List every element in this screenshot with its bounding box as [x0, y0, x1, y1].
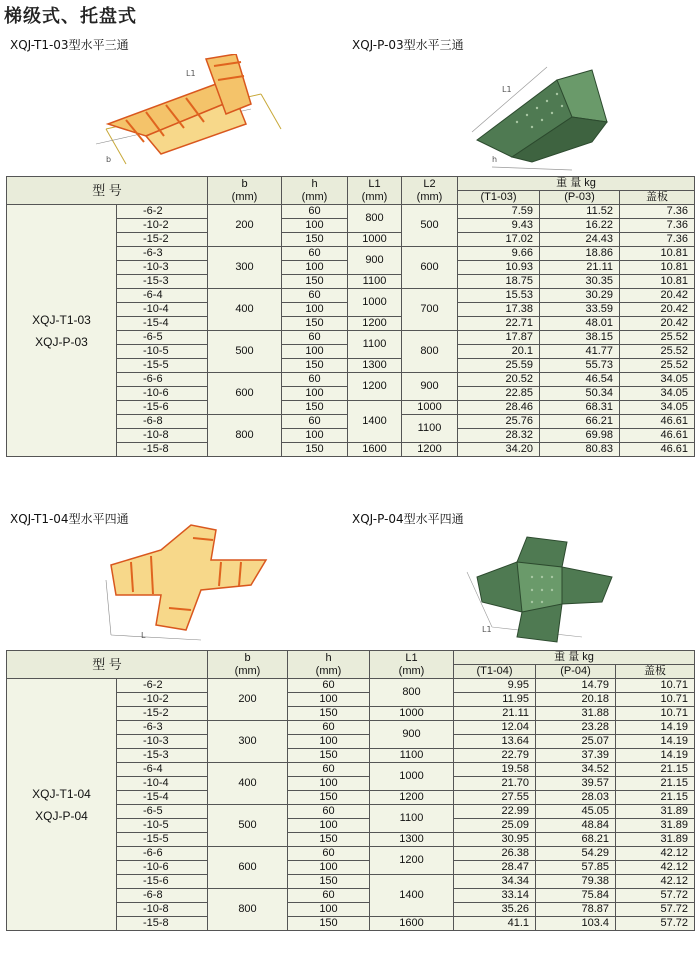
weight-p-cell: 31.88: [536, 707, 616, 721]
suffix-cell: -10-2: [117, 693, 208, 707]
model-name: XQJ-T1-04: [32, 786, 91, 801]
suffix-cell: -6-4: [117, 763, 208, 777]
h-cell: 60: [288, 847, 370, 861]
svg-text:b: b: [106, 155, 112, 164]
h-cell: 100: [288, 903, 370, 917]
weight-p-cell: 68.21: [536, 833, 616, 847]
weight-p-cell: 30.35: [540, 275, 620, 289]
header-b: b (mm): [208, 177, 282, 205]
h-cell: 60: [288, 721, 370, 735]
h-cell: 150: [282, 401, 348, 415]
h-cell: 100: [288, 777, 370, 791]
h-cell: 100: [282, 303, 348, 317]
caption-t1-04: XQJ-T1-04型水平四通: [10, 512, 129, 526]
suffix-cell: -10-2: [117, 219, 208, 233]
header-l1: L1 (mm): [370, 651, 454, 679]
h-cell: 150: [288, 875, 370, 889]
suffix-cell: -15-5: [117, 359, 208, 373]
tray-tee-illustration: [462, 62, 652, 177]
weight-t1-cell: 15.53: [458, 289, 540, 303]
weight-p-cell: 21.11: [540, 261, 620, 275]
b-cell: 600: [208, 373, 282, 415]
l2-cell: 600: [402, 247, 458, 289]
suffix-cell: -6-5: [117, 805, 208, 819]
weight-p-cell: 23.28: [536, 721, 616, 735]
weight-p-cell: 48.84: [536, 819, 616, 833]
b-cell: 300: [208, 247, 282, 289]
weight-cover-cell: 46.61: [620, 443, 695, 457]
h-cell: 60: [282, 415, 348, 429]
suffix-cell: -6-3: [117, 247, 208, 261]
l1-cell: 1200: [370, 847, 454, 875]
caption-t1-03: XQJ-T1-03型水平三通: [10, 38, 129, 52]
weight-cover-cell: 20.42: [620, 289, 695, 303]
weight-p-cell: 103.4: [536, 917, 616, 931]
l1-cell: 1100: [348, 275, 402, 289]
weight-t1-cell: 28.32: [458, 429, 540, 443]
weight-cover-cell: 20.42: [620, 317, 695, 331]
weight-t1-cell: 17.02: [458, 233, 540, 247]
model-name: XQJ-P-03: [35, 334, 88, 349]
l2-cell: 1100: [402, 415, 458, 443]
weight-cover-cell: 7.36: [620, 219, 695, 233]
weight-t1-cell: 33.14: [454, 889, 536, 903]
h-cell: 60: [288, 763, 370, 777]
weight-cover-cell: 10.71: [616, 707, 695, 721]
l1-cell: 1400: [348, 401, 402, 443]
weight-cover-cell: 7.36: [620, 205, 695, 219]
l1-cell: 1400: [370, 875, 454, 917]
weight-cover-cell: 21.15: [616, 763, 695, 777]
h-cell: 150: [282, 443, 348, 457]
cross-spec-table: [6, 650, 695, 931]
weight-p-cell: 34.52: [536, 763, 616, 777]
weight-t1-cell: 17.38: [458, 303, 540, 317]
h-cell: 150: [288, 707, 370, 721]
svg-text:L1: L1: [482, 625, 492, 634]
suffix-cell: -6-2: [117, 679, 208, 693]
weight-p-cell: 55.73: [540, 359, 620, 373]
ladder-tee-illustration: [86, 54, 296, 174]
model-name: XQJ-P-04: [35, 808, 88, 823]
weight-cover-cell: 21.15: [616, 791, 695, 805]
weight-t1-cell: 34.20: [458, 443, 540, 457]
weight-cover-cell: 57.72: [616, 889, 695, 903]
l1-cell: 1000: [348, 233, 402, 247]
weight-t1-cell: 10.93: [458, 261, 540, 275]
weight-p-cell: 30.29: [540, 289, 620, 303]
l2-cell: 900: [402, 373, 458, 401]
suffix-cell: -6-3: [117, 721, 208, 735]
weight-t1-cell: 28.47: [454, 861, 536, 875]
header-h: h (mm): [288, 651, 370, 679]
weight-t1-cell: 12.04: [454, 721, 536, 735]
weight-cover-cell: 57.72: [616, 903, 695, 917]
weight-p-cell: 79.38: [536, 875, 616, 889]
weight-cover-cell: 46.61: [620, 415, 695, 429]
caption-p-03: XQJ-P-03型水平三通: [352, 38, 464, 52]
header-weight-p: (P-04): [536, 665, 616, 679]
h-cell: 100: [288, 735, 370, 749]
suffix-cell: -15-5: [117, 833, 208, 847]
l1-cell: 1300: [370, 833, 454, 847]
header-weight: 重 量 kg: [454, 651, 695, 665]
weight-t1-cell: 34.34: [454, 875, 536, 889]
weight-t1-cell: 9.95: [454, 679, 536, 693]
weight-p-cell: 28.03: [536, 791, 616, 805]
header-l1: L1 (mm): [348, 177, 402, 205]
h-cell: 150: [282, 317, 348, 331]
weight-p-cell: 54.29: [536, 847, 616, 861]
suffix-cell: -15-3: [117, 749, 208, 763]
suffix-cell: -15-3: [117, 275, 208, 289]
h-cell: 100: [288, 861, 370, 875]
h-cell: 60: [288, 889, 370, 903]
weight-p-cell: 16.22: [540, 219, 620, 233]
weight-cover-cell: 14.19: [616, 749, 695, 763]
suffix-cell: -10-3: [117, 261, 208, 275]
section-horizontal-tee: [6, 36, 694, 486]
weight-cover-cell: 31.89: [616, 833, 695, 847]
suffix-cell: -10-5: [117, 819, 208, 833]
suffix-cell: -15-6: [117, 401, 208, 415]
h-cell: 60: [282, 289, 348, 303]
table-row: [7, 679, 695, 693]
suffix-cell: -6-8: [117, 415, 208, 429]
weight-t1-cell: 20.1: [458, 345, 540, 359]
suffix-cell: -15-6: [117, 875, 208, 889]
weight-t1-cell: 22.99: [454, 805, 536, 819]
l1-cell: 1200: [370, 791, 454, 805]
weight-t1-cell: 35.26: [454, 903, 536, 917]
weight-cover-cell: 25.52: [620, 359, 695, 373]
h-cell: 150: [282, 233, 348, 247]
weight-t1-cell: 22.71: [458, 317, 540, 331]
weight-p-cell: 46.54: [540, 373, 620, 387]
l1-cell: 1000: [370, 707, 454, 721]
h-cell: 100: [288, 693, 370, 707]
weight-cover-cell: 34.05: [620, 373, 695, 387]
suffix-cell: -10-6: [117, 861, 208, 875]
suffix-cell: -15-2: [117, 233, 208, 247]
l1-cell: 1600: [370, 917, 454, 931]
weight-cover-cell: 10.81: [620, 247, 695, 261]
ladder-cross-illustration: [101, 520, 281, 645]
weight-t1-cell: 25.09: [454, 819, 536, 833]
weight-t1-cell: 11.95: [454, 693, 536, 707]
h-cell: 150: [288, 917, 370, 931]
header-weight-t1: (T1-03): [458, 191, 540, 205]
suffix-cell: -6-6: [117, 373, 208, 387]
page-title: 梯级式、托盘式: [4, 6, 137, 27]
b-cell: 300: [208, 721, 288, 763]
svg-text:L1: L1: [502, 85, 512, 94]
weight-t1-cell: 9.43: [458, 219, 540, 233]
suffix-cell: -15-8: [117, 917, 208, 931]
weight-cover-cell: 34.05: [620, 401, 695, 415]
l2-cell: 700: [402, 289, 458, 331]
svg-text:h: h: [492, 155, 498, 164]
weight-t1-cell: 30.95: [454, 833, 536, 847]
suffix-cell: -10-3: [117, 735, 208, 749]
h-cell: 150: [288, 791, 370, 805]
weight-cover-cell: 20.42: [620, 303, 695, 317]
weight-cover-cell: 25.52: [620, 331, 695, 345]
weight-cover-cell: 57.72: [616, 917, 695, 931]
suffix-cell: -15-4: [117, 317, 208, 331]
weight-p-cell: 25.07: [536, 735, 616, 749]
header-model: 型 号: [7, 177, 208, 205]
h-cell: 100: [282, 345, 348, 359]
l1-cell: 1000: [348, 289, 402, 317]
h-cell: 100: [288, 819, 370, 833]
tee-spec-table: [6, 176, 695, 457]
header-weight-p: (P-03): [540, 191, 620, 205]
b-cell: 200: [208, 205, 282, 247]
l1-cell: 1100: [370, 805, 454, 833]
suffix-cell: -15-8: [117, 443, 208, 457]
b-cell: 500: [208, 805, 288, 847]
weight-p-cell: 78.87: [536, 903, 616, 917]
svg-text:L1: L1: [186, 69, 196, 78]
l1-cell: 800: [348, 205, 402, 233]
suffix-cell: -10-6: [117, 387, 208, 401]
l1-cell: 1300: [348, 359, 402, 373]
weight-t1-cell: 41.1: [454, 917, 536, 931]
suffix-cell: -10-5: [117, 345, 208, 359]
suffix-cell: -6-4: [117, 289, 208, 303]
tray-cross-illustration: [462, 532, 622, 652]
l1-cell: 1200: [348, 373, 402, 401]
weight-p-cell: 75.84: [536, 889, 616, 903]
b-cell: 600: [208, 847, 288, 889]
suffix-cell: -15-2: [117, 707, 208, 721]
header-weight-t1: (T1-04): [454, 665, 536, 679]
l1-cell: 1100: [370, 749, 454, 763]
h-cell: 60: [282, 331, 348, 345]
l1-cell: 1200: [348, 317, 402, 331]
suffix-cell: -10-8: [117, 903, 208, 917]
weight-t1-cell: 21.70: [454, 777, 536, 791]
weight-p-cell: 33.59: [540, 303, 620, 317]
weight-t1-cell: 19.58: [454, 763, 536, 777]
weight-p-cell: 80.83: [540, 443, 620, 457]
weight-cover-cell: 31.89: [616, 819, 695, 833]
weight-p-cell: 38.15: [540, 331, 620, 345]
section-horizontal-cross: [6, 510, 694, 960]
weight-cover-cell: 31.89: [616, 805, 695, 819]
weight-t1-cell: 25.76: [458, 415, 540, 429]
b-cell: 400: [208, 289, 282, 331]
caption-p-04: XQJ-P-04型水平四通: [352, 512, 464, 526]
weight-p-cell: 68.31: [540, 401, 620, 415]
weight-p-cell: 48.01: [540, 317, 620, 331]
weight-p-cell: 11.52: [540, 205, 620, 219]
weight-t1-cell: 22.85: [458, 387, 540, 401]
h-cell: 100: [282, 261, 348, 275]
suffix-cell: -6-2: [117, 205, 208, 219]
l2-cell: 500: [402, 205, 458, 247]
h-cell: 60: [282, 373, 348, 387]
suffix-cell: -6-8: [117, 889, 208, 903]
weight-cover-cell: 10.81: [620, 275, 695, 289]
weight-t1-cell: 13.64: [454, 735, 536, 749]
weight-p-cell: 57.85: [536, 861, 616, 875]
h-cell: 150: [282, 275, 348, 289]
suffix-cell: -10-4: [117, 303, 208, 317]
weight-cover-cell: 34.05: [620, 387, 695, 401]
b-cell: 800: [208, 889, 288, 931]
weight-p-cell: 24.43: [540, 233, 620, 247]
h-cell: 60: [282, 247, 348, 261]
suffix-cell: -10-8: [117, 429, 208, 443]
weight-p-cell: 50.34: [540, 387, 620, 401]
weight-cover-cell: 42.12: [616, 861, 695, 875]
h-cell: 150: [288, 749, 370, 763]
weight-p-cell: 20.18: [536, 693, 616, 707]
weight-cover-cell: 10.71: [616, 679, 695, 693]
weight-p-cell: 45.05: [536, 805, 616, 819]
suffix-cell: -6-6: [117, 847, 208, 861]
weight-t1-cell: 22.79: [454, 749, 536, 763]
h-cell: 60: [282, 205, 348, 219]
h-cell: 100: [282, 429, 348, 443]
weight-t1-cell: 7.59: [458, 205, 540, 219]
weight-cover-cell: 10.71: [616, 693, 695, 707]
l2-cell: 1200: [402, 443, 458, 457]
weight-p-cell: 69.98: [540, 429, 620, 443]
weight-p-cell: 66.21: [540, 415, 620, 429]
header-l2: L2 (mm): [402, 177, 458, 205]
weight-p-cell: 37.39: [536, 749, 616, 763]
header-b: b (mm): [208, 651, 288, 679]
weight-p-cell: 39.57: [536, 777, 616, 791]
weight-cover-cell: 14.19: [616, 721, 695, 735]
weight-t1-cell: 25.59: [458, 359, 540, 373]
l1-cell: 800: [370, 679, 454, 707]
h-cell: 60: [288, 679, 370, 693]
b-cell: 500: [208, 331, 282, 373]
weight-p-cell: 18.86: [540, 247, 620, 261]
weight-cover-cell: 10.81: [620, 261, 695, 275]
weight-cover-cell: 14.19: [616, 735, 695, 749]
suffix-cell: -10-4: [117, 777, 208, 791]
weight-t1-cell: 28.46: [458, 401, 540, 415]
weight-t1-cell: 18.75: [458, 275, 540, 289]
h-cell: 100: [282, 219, 348, 233]
l2-cell: 800: [402, 331, 458, 373]
weight-t1-cell: 26.38: [454, 847, 536, 861]
svg-text:L: L: [141, 631, 146, 640]
h-cell: 60: [288, 805, 370, 819]
b-cell: 800: [208, 415, 282, 457]
l1-cell: 1100: [348, 331, 402, 359]
weight-cover-cell: 42.12: [616, 847, 695, 861]
weight-cover-cell: 7.36: [620, 233, 695, 247]
weight-cover-cell: 21.15: [616, 777, 695, 791]
table-row: [7, 205, 695, 219]
l1-cell: 1600: [348, 443, 402, 457]
weight-p-cell: 41.77: [540, 345, 620, 359]
weight-t1-cell: 20.52: [458, 373, 540, 387]
h-cell: 150: [288, 833, 370, 847]
l1-cell: 900: [348, 247, 402, 275]
weight-cover-cell: 25.52: [620, 345, 695, 359]
b-cell: 400: [208, 763, 288, 805]
header-weight-cover: 盖板: [620, 191, 695, 205]
l1-cell: 900: [370, 721, 454, 749]
h-cell: 150: [282, 359, 348, 373]
l2-cell: 1000: [402, 401, 458, 415]
weight-t1-cell: 27.55: [454, 791, 536, 805]
weight-t1-cell: 21.11: [454, 707, 536, 721]
l1-cell: 1000: [370, 763, 454, 791]
weight-cover-cell: 46.61: [620, 429, 695, 443]
weight-p-cell: 14.79: [536, 679, 616, 693]
header-weight: 重 量 kg: [458, 177, 695, 191]
suffix-cell: -15-4: [117, 791, 208, 805]
header-h: h (mm): [282, 177, 348, 205]
model-name: XQJ-T1-03: [32, 312, 91, 327]
model-name-cell: [7, 679, 117, 931]
h-cell: 100: [282, 387, 348, 401]
model-name-cell: [7, 205, 117, 457]
header-weight-cover: 盖板: [616, 665, 695, 679]
header-model: 型 号: [7, 651, 208, 679]
weight-t1-cell: 17.87: [458, 331, 540, 345]
suffix-cell: -6-5: [117, 331, 208, 345]
weight-t1-cell: 9.66: [458, 247, 540, 261]
weight-cover-cell: 42.12: [616, 875, 695, 889]
b-cell: 200: [208, 679, 288, 721]
